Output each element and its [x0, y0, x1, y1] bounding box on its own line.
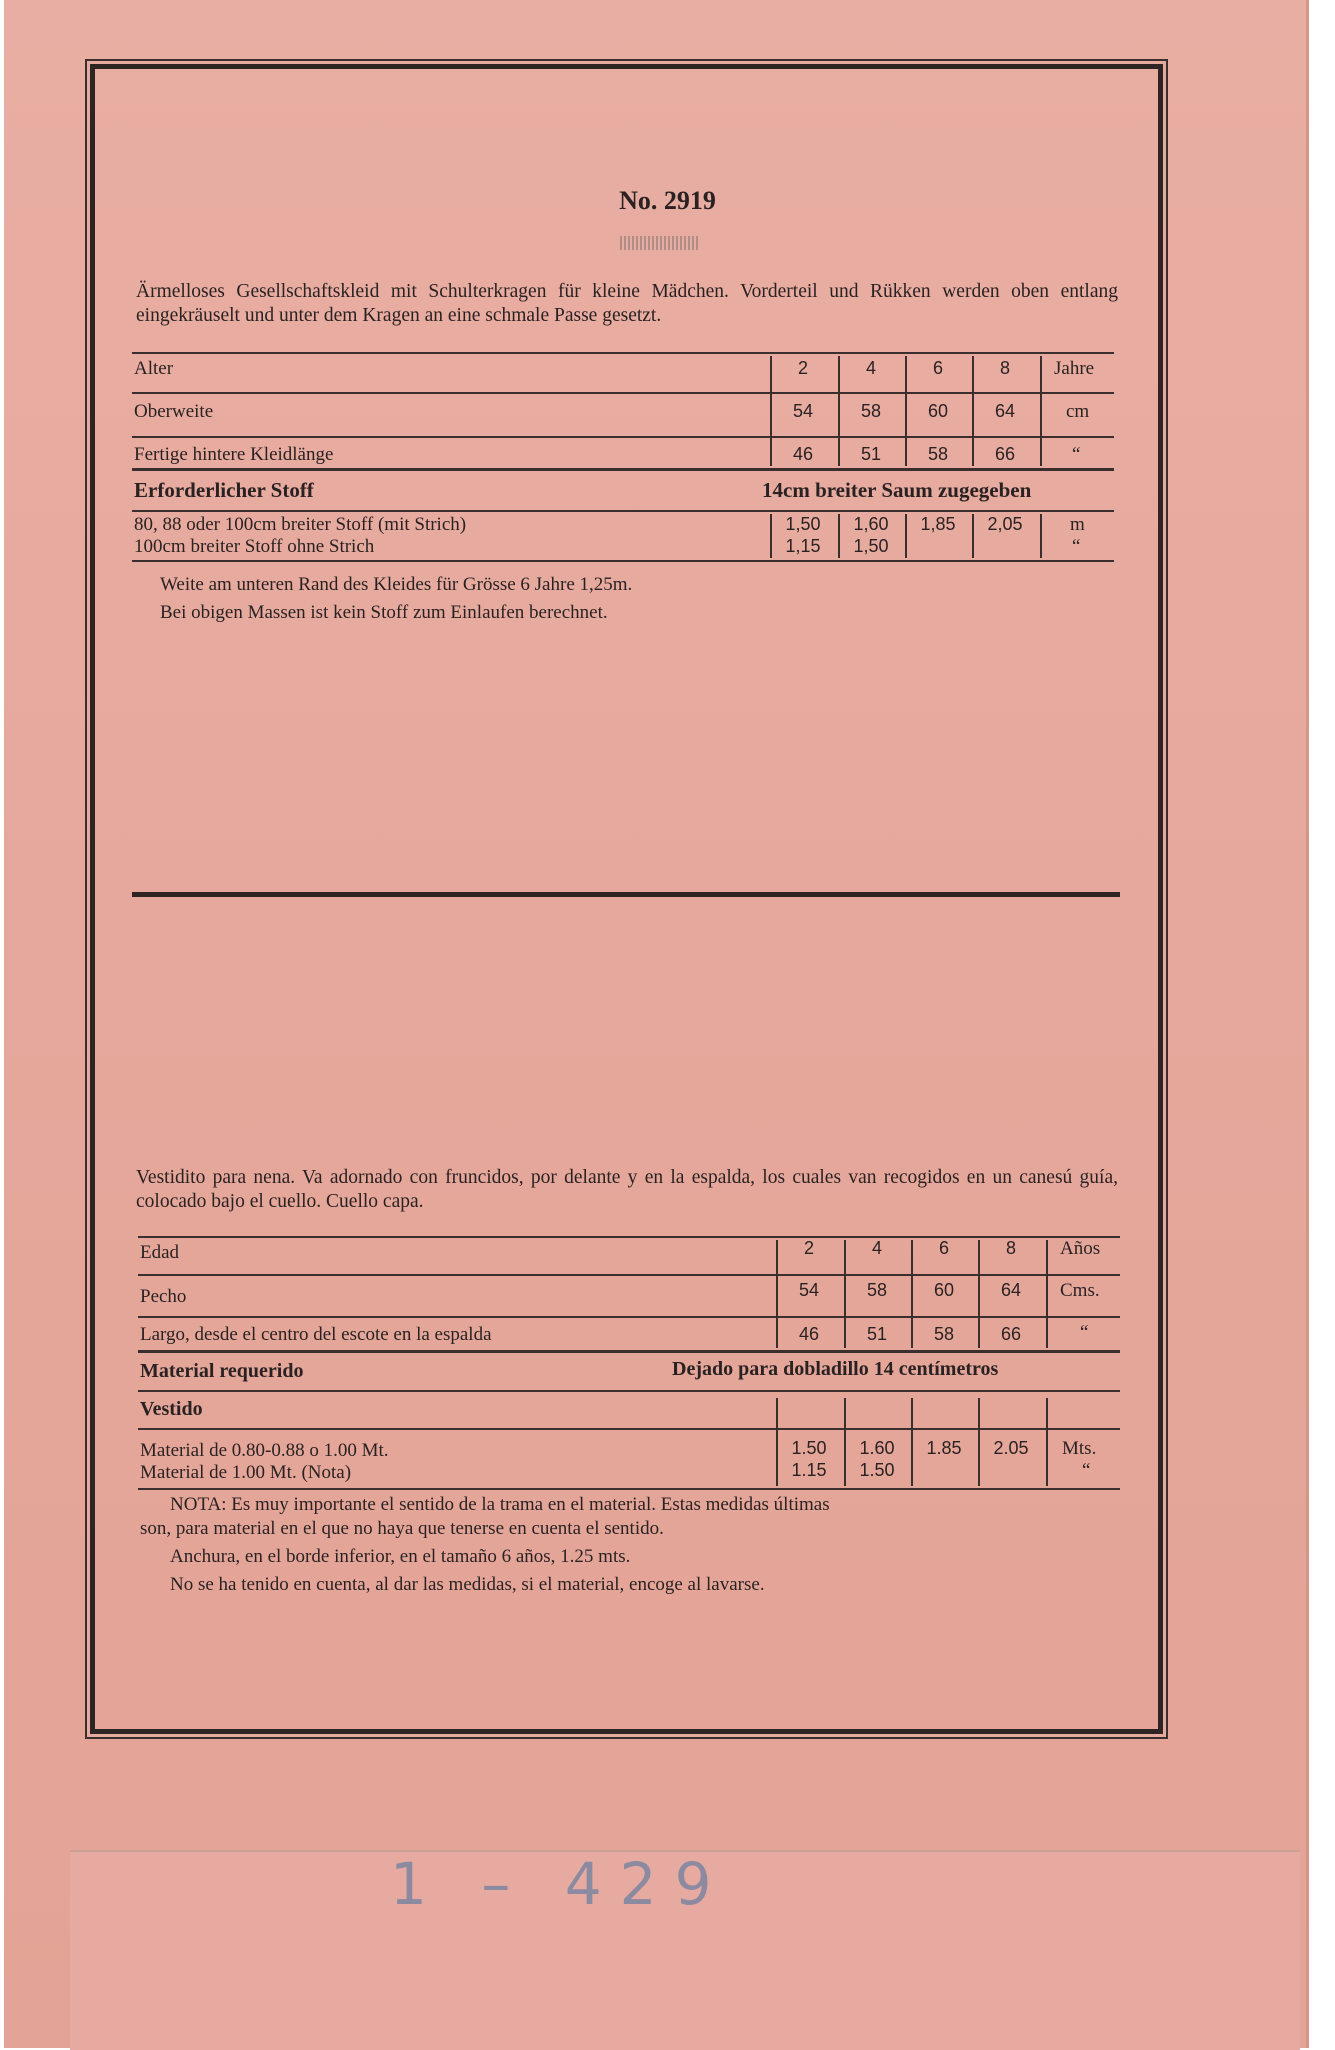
- material-row-label: Material de 1.00 Mt. (Nota): [140, 1462, 352, 1483]
- section-divider: [132, 892, 1120, 897]
- unit-label: “: [1080, 1322, 1089, 1343]
- unit-label: m: [1070, 514, 1085, 535]
- unit-label: “: [1072, 444, 1081, 465]
- fabric-row-label: 80, 88 oder 100cm breiter Stoff (mit Strich): [134, 514, 467, 535]
- spanish-note: No se ha tenido en cuenta, al dar las medidas, si el material, encoge al lavarse.: [170, 1574, 765, 1595]
- row-label: Largo, desde el centro del escote en la espalda: [140, 1324, 492, 1345]
- unit-label: Mts.: [1062, 1438, 1097, 1459]
- row-label: Alter: [134, 358, 174, 379]
- german-note: Weite am unteren Rand des Kleides für Grösse 6 Jahre 1,25m.: [160, 574, 633, 595]
- unit-label: cm: [1066, 401, 1090, 422]
- handwritten-number: 1 – 429: [390, 1850, 730, 1918]
- spanish-note: son, para material en el que no haya que tenerse en cuenta el sentido.: [140, 1518, 664, 1539]
- ornament-divider: [620, 236, 700, 250]
- spanish-note: NOTA: Es muy importante el sentido de la trama en el material. Estas medidas últimas: [170, 1494, 830, 1515]
- unit-label: Cms.: [1060, 1280, 1100, 1301]
- fabric-row-label: 100cm breiter Stoff ohne Strich: [134, 536, 375, 557]
- material-heading: Material requerido: [140, 1360, 304, 1382]
- row-label: Fertige hintere Kleidlänge: [134, 444, 334, 465]
- unit-label: “: [1072, 536, 1081, 557]
- german-note: Bei obigen Massen ist kein Stoff zum Einlaufen berechnet.: [160, 602, 608, 623]
- pattern-number: No. 2919: [619, 186, 716, 215]
- fabric-note: 14cm breiter Saum zugegeben: [762, 478, 1032, 502]
- fabric-heading: Erforderlicher Stoff: [134, 478, 314, 502]
- unit-label: Años: [1060, 1238, 1101, 1259]
- unit-label: “: [1082, 1460, 1091, 1481]
- row-label: Edad: [140, 1242, 180, 1263]
- row-label: Oberweite: [134, 401, 214, 422]
- row-label: Pecho: [140, 1286, 187, 1307]
- spanish-description: Vestidito para nena. Va adornado con fruncidos, por delante y en la espalda, los cuales van recogidos en un canesú guía, colocado bajo el cuello. Cuello capa.: [136, 1167, 1118, 1212]
- vestido-label: Vestido: [140, 1398, 203, 1420]
- unit-label: Jahre: [1054, 358, 1095, 379]
- material-row-label: Material de 0.80-0.88 o 1.00 Mt.: [140, 1440, 389, 1461]
- german-description: Ärmelloses Gesellschaftskleid mit Schulterkragen für kleine Mädchen. Vorderteil und Rükken werden oben entlang eingekräuselt und unter dem Kragen an eine schmale Passe gesetzt.: [136, 281, 1118, 326]
- material-note: Dejado para dobladillo 14 centímetros: [672, 1358, 999, 1380]
- spanish-note: Anchura, en el borde inferior, en el tamaño 6 años, 1.25 mts.: [170, 1546, 631, 1567]
